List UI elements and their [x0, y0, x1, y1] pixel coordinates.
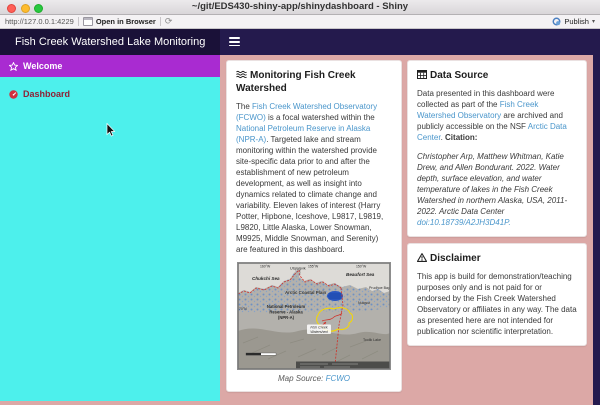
inline-link[interactable]: FCWO: [325, 374, 350, 383]
window-title: ~/git/EDS430-shiny-app/shinydashboard - Shiny: [191, 1, 409, 12]
toolbar-divider: [78, 17, 79, 26]
map-label-npra-line1: National Petroleum: [266, 304, 306, 309]
disclaimer-box-title: [417, 252, 577, 265]
map-label-prudhoe-bay: Prudhoe Bay: [369, 286, 390, 290]
sidebar-item-label: Welcome: [23, 61, 63, 71]
minimize-button[interactable]: [21, 4, 30, 13]
map-label-fish-creek-line1: Fish Creek: [310, 325, 328, 330]
sidebar-item-welcome[interactable]: [0, 55, 220, 77]
browser-window-icon: [83, 17, 93, 26]
tachometer-icon: [9, 90, 18, 99]
data-source-box-title: [417, 69, 577, 82]
refresh-icon[interactable]: ⟳: [164, 16, 173, 26]
map-label-npra-line3: (NPR-A): [277, 315, 295, 320]
map-label-nuiqsut: Nuiqsut: [358, 301, 371, 305]
monitoring-title-text: Monitoring Fish Creek Watershed: [236, 70, 356, 94]
table-icon: [417, 70, 427, 79]
sidebar-toggle-icon[interactable]: [229, 37, 240, 48]
monitoring-box-title: [236, 69, 392, 95]
window-titlebar: [0, 0, 600, 15]
map-label-fish-creek-line2: Watershed: [310, 329, 328, 334]
data-source-paragraph: Data presented in this dashboard were collected as part of the Fish Creek Watershed Observatory are archived and publicly accessible on the NSF Arctic Data Center. Citation:: [417, 89, 567, 142]
sidebar-item-label: Dashboard: [23, 89, 71, 99]
inline-link[interactable]: doi:10.18739/A2JH3D41P.: [417, 218, 511, 227]
map-label-lat1: 70°N: [239, 307, 247, 311]
publish-button[interactable]: Publish: [564, 17, 589, 26]
disclaimer-paragraph: This app is build for demonstration/teaching purposes only and is not paid for or endorsed by the Fish Creek Watershed Observatory or affiliates in any way. The data as presented here are not intended for publication nor scientific interpretation.: [417, 272, 577, 336]
map-label-lon2: 155°W: [308, 264, 319, 269]
zoom-button[interactable]: [34, 4, 43, 13]
map-caption: Map Source: FCWO: [277, 374, 350, 383]
map-label-beaufort-sea: Beaufort Sea: [346, 272, 375, 277]
monitoring-paragraph: The Fish Creek Watershed Observatory (FCWO) is a focal watershed within the National Petroleum Reserve in Alaska (NPR-A). Targeted lake and stream monitoring within the watershed provide site-specific data prior to and after the establishment of new petroleum development, as well as insight into dynamics related to climate change and variability. Eleven lakes of interest (Harry Potter, Hipbone, Iceshove, L9817, L9819, L9820, Little Alaska, Lower Snowman, M9925, Middle Snowman, and Serenity) are featured in this dashboard.: [236, 102, 384, 254]
map-label-lon1: 160°W: [260, 264, 271, 269]
map-label-lon3: 150°W: [356, 264, 367, 269]
shiny-app: [0, 29, 600, 405]
map-label-toolik-lake: Toolik Lake: [363, 338, 381, 342]
open-in-browser-button[interactable]: Open in Browser: [95, 17, 156, 26]
water-icon: [236, 70, 247, 79]
citation-text: Christopher Arp, Matthew Whitman, Katie Drew, and Allen Bondurant. 2022. Water depth, surface elevation, and water temperature of lakes in the Fish Creek Watershed in northern Alaska, USA, 2011-2022. Arctic Data Center doi:10.18739/A2JH3D41P.: [417, 152, 568, 227]
map-label-npra-line2: Reserve - Alaska: [269, 309, 303, 315]
map-figure: [236, 262, 392, 370]
warning-icon: [417, 253, 427, 262]
sidebar: [0, 55, 220, 401]
data-source-title-text: Data Source: [430, 70, 489, 81]
inline-link[interactable]: Fish Creek Watershed Observatory (FCWO): [236, 102, 378, 122]
publish-caret-icon[interactable]: ▾: [591, 19, 595, 25]
window-right-edge: [593, 55, 600, 405]
publish-icon: [552, 17, 561, 26]
star-icon: [9, 62, 18, 71]
data-source-box: [407, 60, 587, 237]
map-label-utqiagvik: Utqiaġvik: [290, 266, 306, 271]
disclaimer-title-text: Disclaimer: [430, 253, 481, 264]
sidebar-item-dashboard[interactable]: [0, 83, 220, 105]
map-label-arctic-coastal-plain: Arctic Coastal Plain: [285, 290, 327, 295]
map-label-chukchi-sea: Chukchi Sea: [252, 276, 280, 281]
dashboard-body: [220, 55, 593, 405]
inline-link[interactable]: Fish Creek Watershed Observatory: [417, 100, 539, 120]
dashboard-header: [0, 29, 600, 55]
monitoring-box: [226, 60, 402, 392]
disclaimer-box: [407, 243, 587, 346]
inline-link[interactable]: National Petroleum Reserve in Alaska (NPR-A): [236, 124, 371, 144]
viewer-toolbar: [0, 15, 600, 29]
url-field[interactable]: http://127.0.0.1:4229: [5, 17, 74, 26]
watershed-map-image: [237, 262, 391, 370]
inline-link[interactable]: Arctic Data Center: [417, 122, 567, 142]
toolbar-divider: [160, 17, 161, 26]
app-title: Fish Creek Watershed Lake Monitoring: [0, 29, 220, 55]
close-button[interactable]: [7, 4, 16, 13]
